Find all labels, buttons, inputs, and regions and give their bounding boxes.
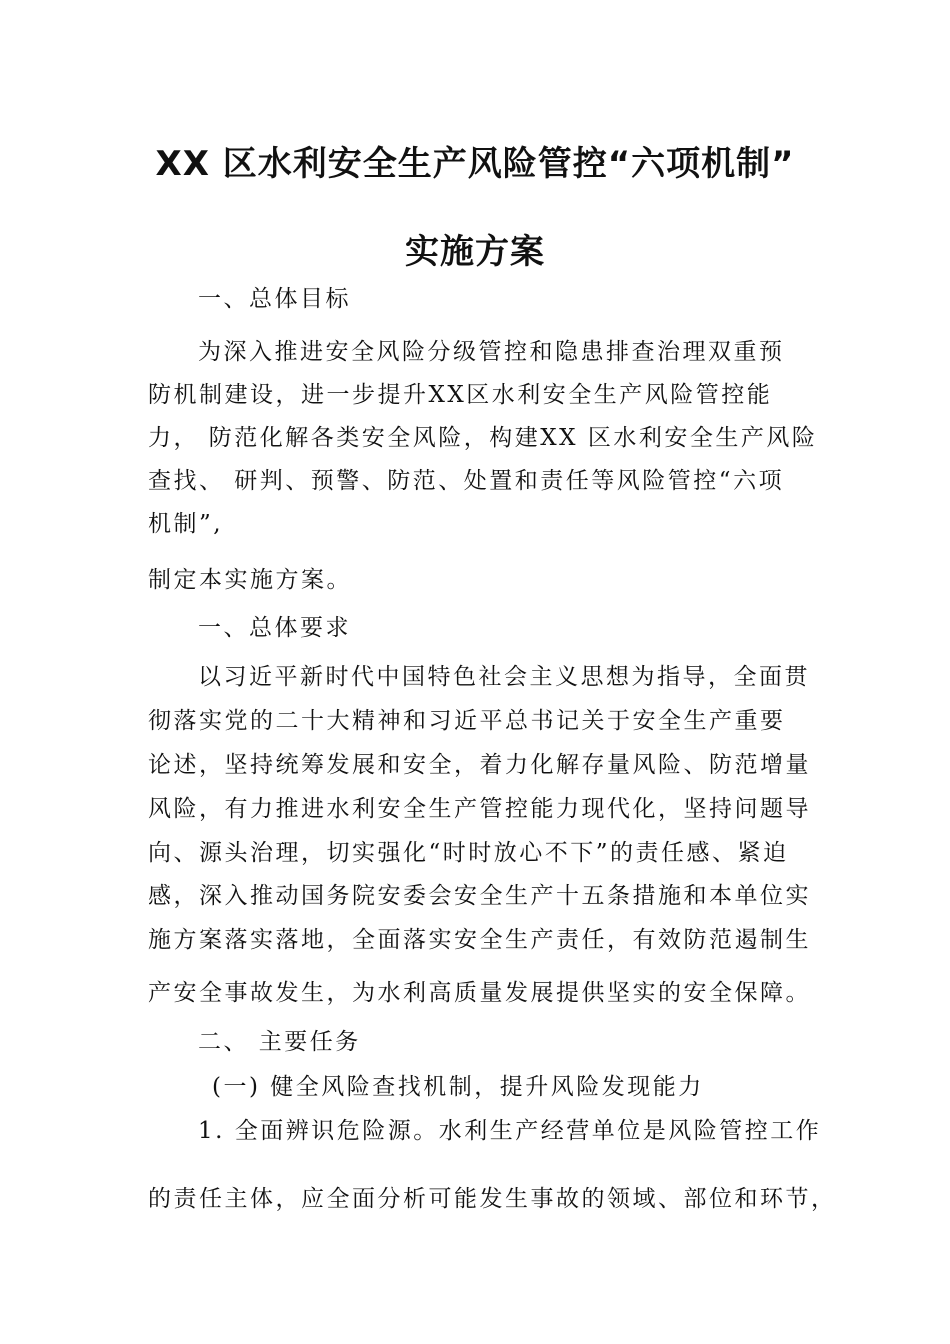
section-heading-tasks: 二、 主要任务 (198, 1029, 361, 1055)
paragraph-line: 的责任主体，应全面分析可能发生事故的领域、部位和环节， (148, 1186, 837, 1212)
document-title-line-1: XX 区水利安全生产风险管控“六项机制” (155, 144, 795, 184)
paragraph-line: 风险，有力推进水利安全生产管控能力现代化，坚持问题导 (148, 796, 811, 822)
paragraph-line: 彻落实党的二十大精神和习近平总书记关于安全生产重要 (148, 708, 786, 734)
paragraph-line: 论述，坚持统筹发展和安全，着力化解存量风险、防范增量 (148, 752, 811, 778)
section-heading-goal: 一、总体目标 (198, 286, 351, 312)
subsection-heading: (一) 健全风险查找机制，提升风险发现能力 (212, 1074, 704, 1100)
paragraph-line: 向、源头治理，切实强化“时时放心不下”的责任感、紧迫 (148, 840, 789, 866)
paragraph-line: 防机制建设，进一步提升XX区水利安全生产风险管控能 (148, 382, 773, 408)
paragraph-line: 产安全事故发生，为水利高质量发展提供坚实的安全保障。 (148, 980, 811, 1006)
paragraph-line: 制定本实施方案。 (148, 567, 352, 593)
paragraph-line: 施方案落实落地，全面落实安全生产责任，有效防范遏制生 (148, 927, 811, 953)
paragraph-line: 感，深入推动国务院安委会安全生产十五条措施和本单位实 (148, 883, 811, 909)
paragraph-line: 为深入推进安全风险分级管控和隐患排查治理双重预 (198, 339, 785, 365)
paragraph-line: 机制”, (148, 511, 224, 537)
section-heading-requirements: 一、总体要求 (198, 615, 351, 641)
paragraph-line: 力， 防范化解各类安全风险，构建XX 区水利安全生产风险 (148, 425, 818, 451)
paragraph-line: 1. 全面辨识危险源。水利生产经营单位是风险管控工作 (198, 1118, 822, 1144)
paragraph-line: 以习近平新时代中国特色社会主义思想为指导，全面贯 (198, 664, 810, 690)
paragraph-line: 查找、 研判、预警、防范、处置和责任等风险管控“六项 (148, 468, 785, 494)
document-title-line-2: 实施方案 (405, 232, 545, 272)
